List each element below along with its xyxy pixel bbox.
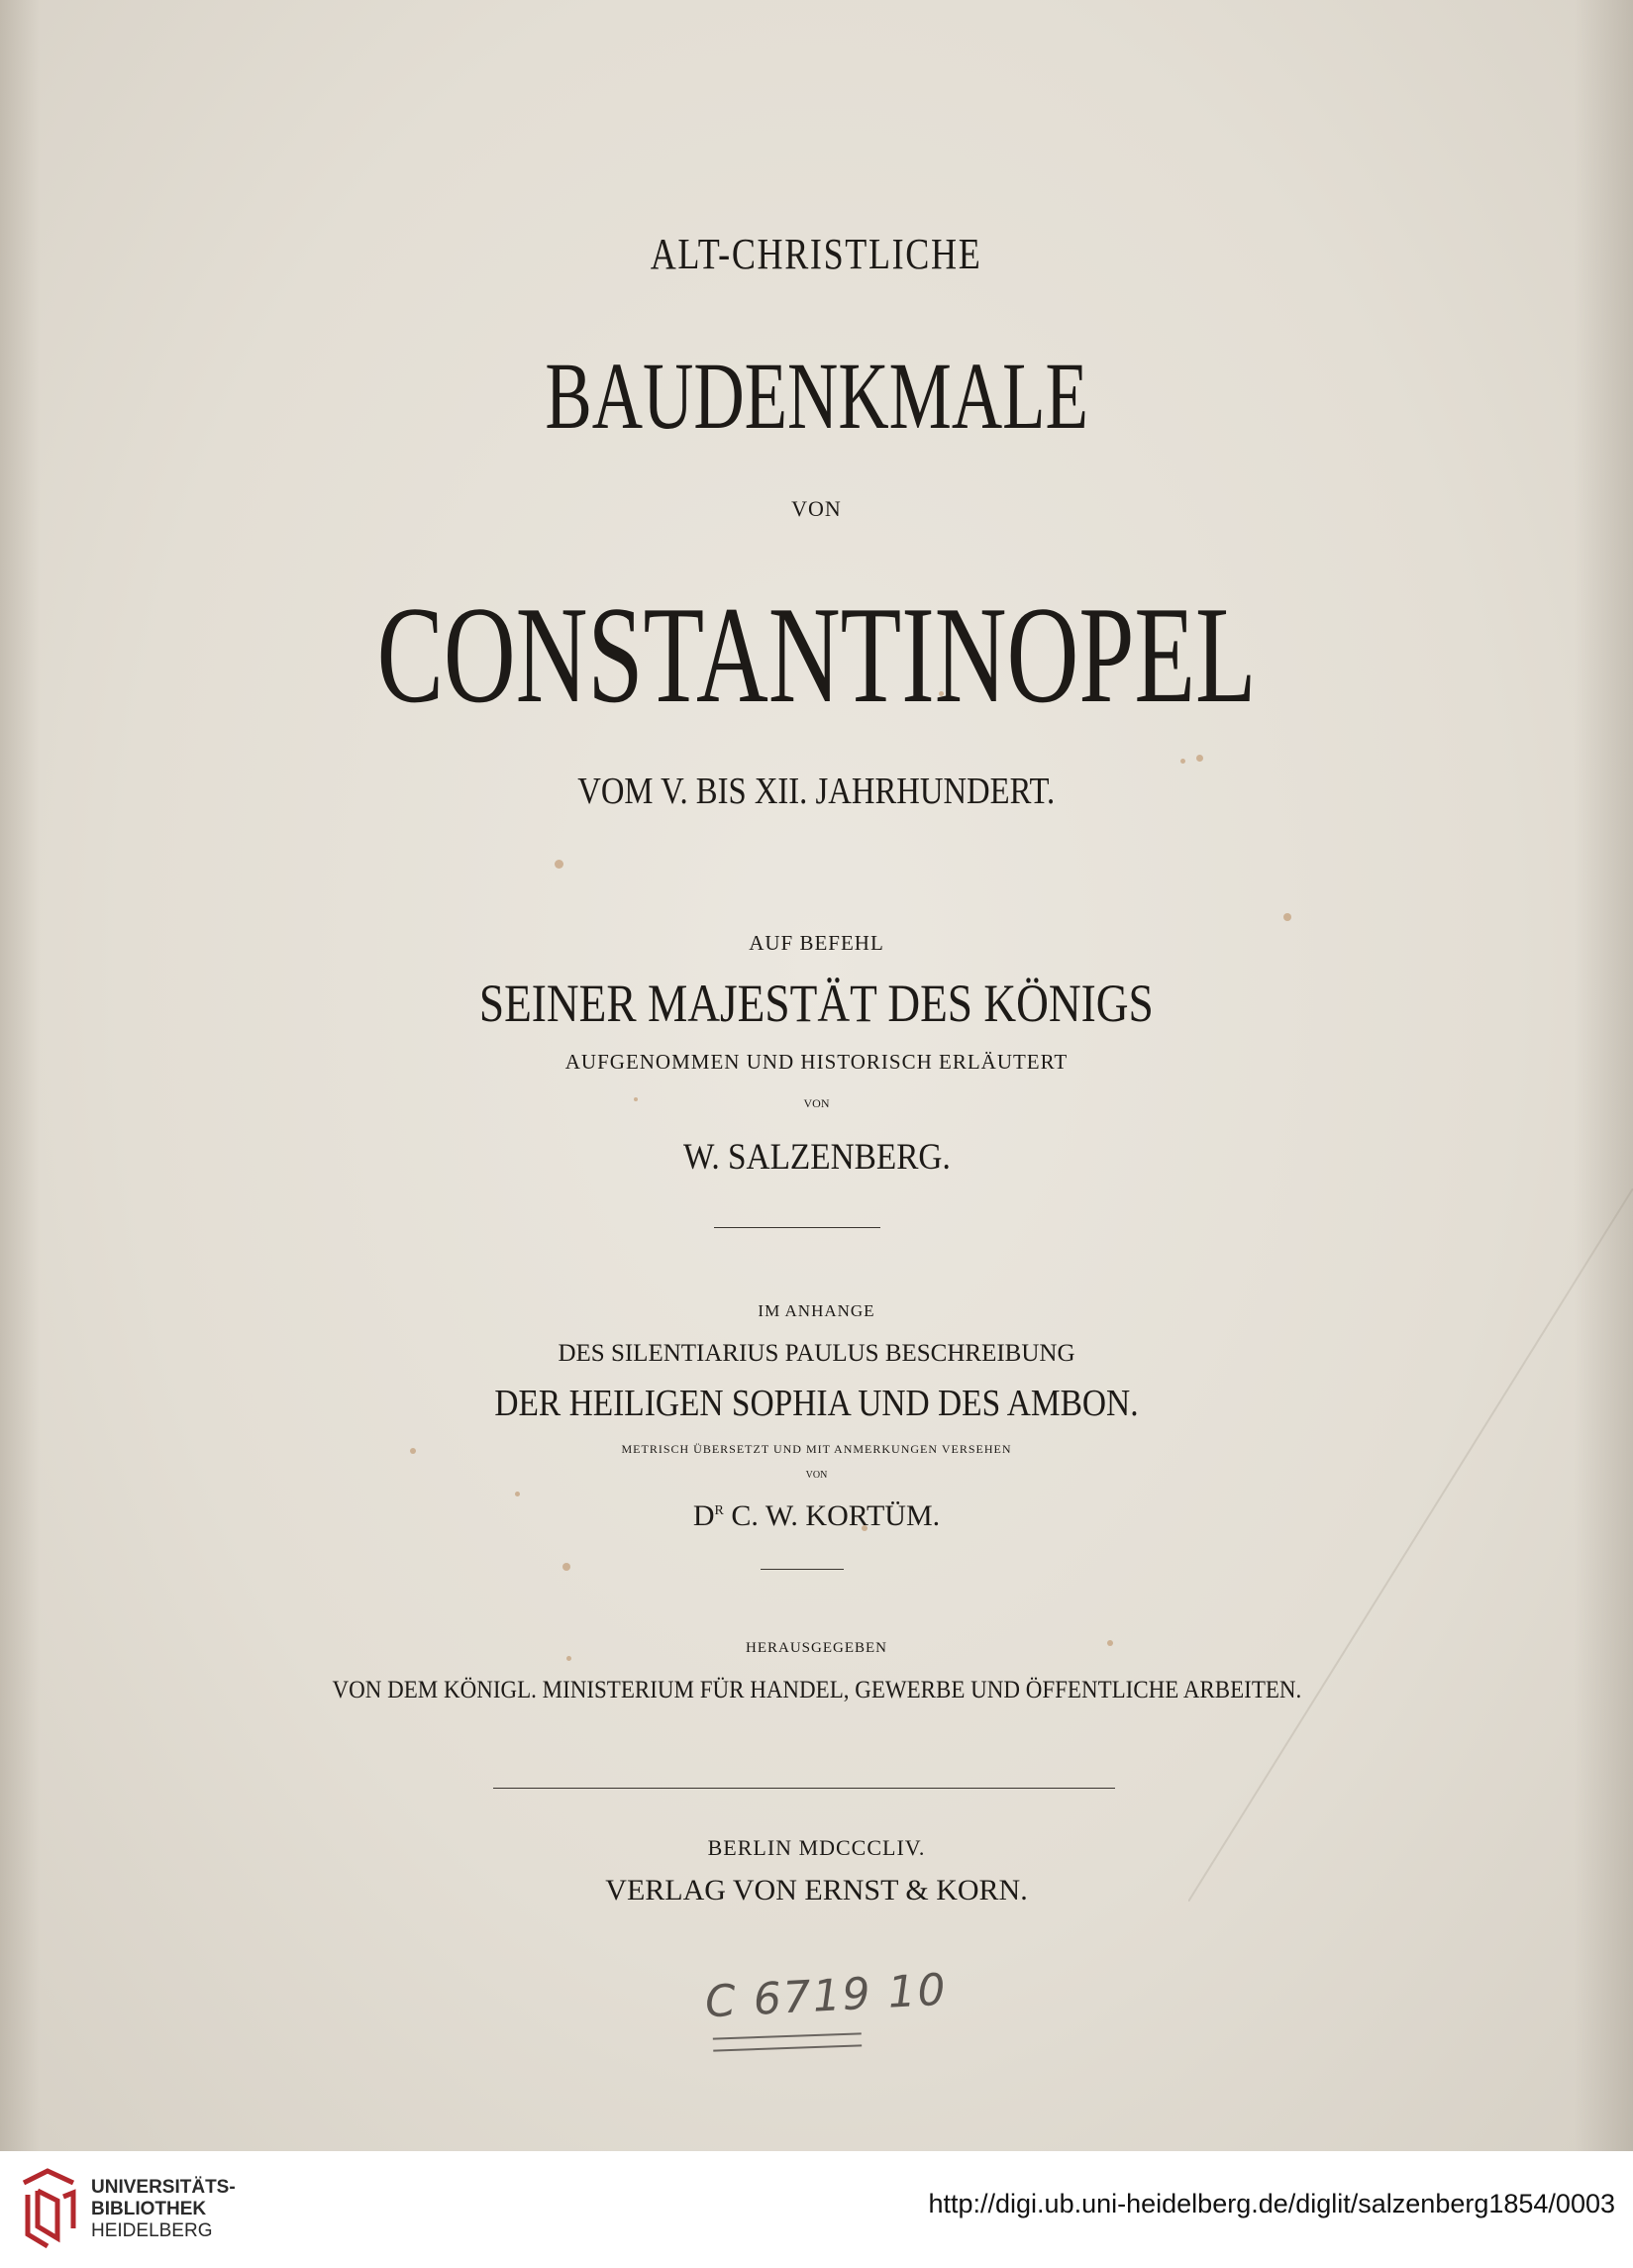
title-line-alt-christliche xyxy=(0,230,1633,278)
body-text: VON DEM KÖNIGL. MINISTERIUM FÜR HANDEL, GEWERBE UND ÖFFENTLICHE ARBEITEN. xyxy=(332,1677,1301,1703)
body-text: AUF BEFEHL xyxy=(749,931,884,955)
shelfmark-underline xyxy=(713,2032,862,2051)
translator-superscript: R xyxy=(714,1503,724,1518)
translator-prefix: D xyxy=(692,1499,715,1532)
divider-rule xyxy=(714,1227,880,1228)
line-majestaet xyxy=(0,974,1633,1033)
foxing-speck xyxy=(555,860,563,869)
title-text: BAUDENKMALE xyxy=(545,343,1088,449)
library-footer xyxy=(0,2151,1633,2268)
line-aufgenommen xyxy=(0,1052,1633,1073)
paper-crease xyxy=(1188,1188,1633,1902)
body-text: IM ANHANGE xyxy=(758,1301,875,1320)
foxing-speck xyxy=(1196,755,1203,762)
title-text: ALT-CHRISTLICHE xyxy=(651,230,982,278)
body-text: BERLIN MDCCCLIV. xyxy=(707,1835,926,1860)
body-text: HERAUSGEGEBEN xyxy=(746,1640,887,1656)
divider-rule-short xyxy=(761,1569,844,1570)
title-line-baudenkmale xyxy=(0,343,1633,449)
body-text: W. SALZENBERG. xyxy=(682,1137,951,1178)
foxing-speck xyxy=(515,1492,520,1496)
foxing-speck xyxy=(562,1563,570,1571)
body-text: SEINER MAJESTÄT DES KÖNIGS xyxy=(479,974,1154,1033)
institution-line-1: UNIVERSITÄTS- xyxy=(91,2177,236,2198)
body-text: DES SILENTIARIUS PAULUS BESCHREIBUNG xyxy=(558,1340,1075,1367)
body-text: VERLAG VON ERNST & KORN. xyxy=(605,1874,1028,1907)
title-text: VOM V. BIS XII. JAHRHUNDERT. xyxy=(577,771,1056,812)
institution-name xyxy=(91,2177,236,2242)
title-text: VON xyxy=(791,496,842,521)
foxing-speck xyxy=(566,1656,571,1661)
divider-rule-long xyxy=(493,1788,1115,1789)
handwritten-shelfmark: C 6719 10 xyxy=(703,1964,949,2028)
institution-line-2: BIBLIOTHEK xyxy=(91,2199,207,2219)
ub-heidelberg-logo-icon[interactable] xyxy=(18,2165,81,2252)
permalink-url[interactable]: http://digi.ub.uni-heidelberg.de/diglit/salzenberg1854/0003 xyxy=(928,2189,1615,2218)
body-text: VON xyxy=(803,1096,830,1110)
title-line-constantinopel xyxy=(0,578,1633,732)
line-von-1 xyxy=(0,1097,1633,1109)
title-text: CONSTANTINOPEL xyxy=(376,578,1257,732)
line-auf-befehl xyxy=(0,933,1633,954)
foxing-speck xyxy=(1283,913,1291,921)
title-line-von xyxy=(0,498,1633,520)
body-text: DER HEILIGEN SOPHIA UND DES AMBON. xyxy=(494,1383,1139,1424)
body-text: METRISCH ÜBERSETZT UND MIT ANMERKUNGEN VERSEHEN xyxy=(621,1442,1012,1456)
title-line-jahrhundert xyxy=(0,773,1633,810)
line-author xyxy=(0,1139,1633,1176)
body-text: VON xyxy=(805,1470,828,1481)
translator-name: C. W. KORTÜM. xyxy=(731,1499,941,1532)
body-text: AUFGENOMMEN UND HISTORISCH ERLÄUTERT xyxy=(564,1050,1069,1074)
foxing-speck xyxy=(1180,759,1185,764)
institution-line-3: HEIDELBERG xyxy=(91,2220,213,2241)
